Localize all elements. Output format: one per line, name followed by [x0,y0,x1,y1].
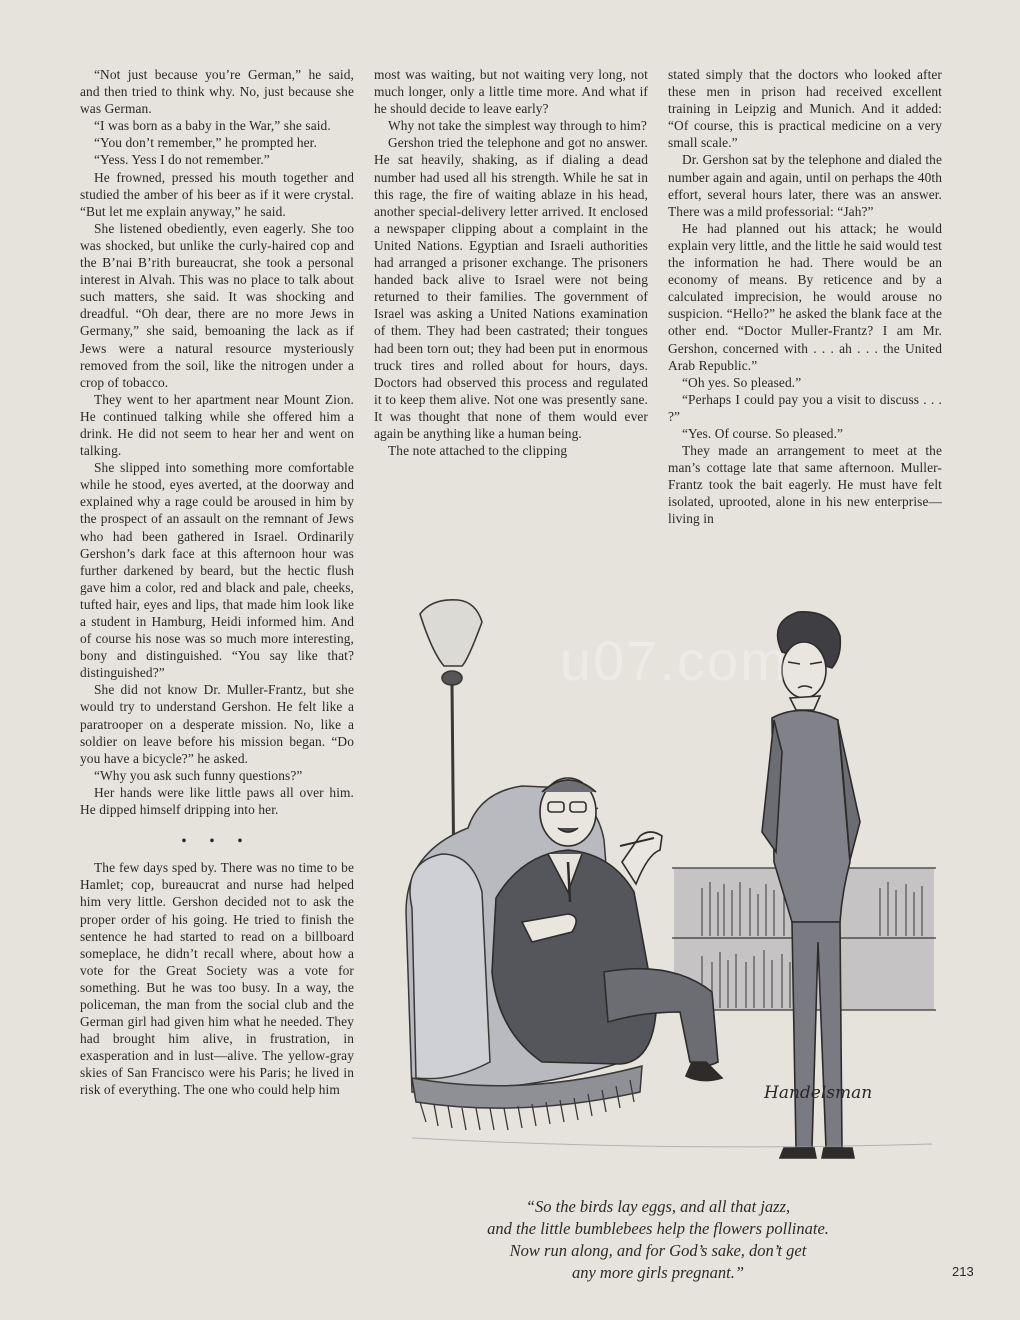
page-number: 213 [952,1264,974,1279]
paragraph: Her hands were like little paws all over him. He dipped himself dripping into her. [80,784,354,818]
paragraph: The few days sped by. There was no time to be Hamlet; cop, bureaucrat and nurse had helped him very little. Gershon decided not to ask the proper order of his going. He tried to finish the sentence he had started to read on a billboard someplace, he didn’t recall where, about how a vote for the Great Society was a vote for something. But he was too busy. In a way, the policeman, the man from the social club and the German girl had given him what he needed. They had brought him alive, in frustration, in exasperation and in lust—alive. The yellow-gray skies of San Francisco were his Paris; he lived in risk of everything. The one who could help him [80,860,354,1098]
paragraph: “Yes. Of course. So pleased.” [682,425,844,441]
paragraph: stated simply that the doctors who looked after these men in prison had received excellent training in Leipzig and Munich. And it added: “Of course, this is practical medicine on a very small scale.” [668,67,942,151]
paragraph: “I was born as a baby in the War,” she said. [94,118,331,134]
section-separator: • • • [181,833,253,849]
paragraph: “Oh yes. So pleased.” [682,374,802,390]
caption-line: “So the birds lay eggs, and all that jazz, [525,1197,791,1216]
text-column-3 [668,66,942,528]
paragraph: She slipped into something more comfortable while he stood, eyes averted, at the doorway and explained why a rage could be aroused in him by the prospect of an assault on the remnant of Jews who had been gathered in Israel. Ordinarily Gershon’s dark face at this afternoon hour was further darkened by beard, but the hectic flush gave him a color, red and black and pale, cheeks, tufted hair, eyes and lips, that made him look like a student in Hamburg, Heidi informed him. And of course his nose was so much more interesting, bony and distinguished. “You say like that? distinguished?” [80,460,354,681]
paragraph: “Why you ask such funny questions?” [94,767,303,783]
paragraph: She listened obediently, even eagerly. She too was shocked, but unlike the curly-haired cop and the B’nai B’rith bureaucrat, she took a personal interest in Alvah. This was no place to talk about such matters, she said. It was shocking and dreadful. “Oh dear, there are no more Jews in Germany,” she said, bemoaning the lack as if Jews were a natural resource mysteriously removed from the soil, like the nitrogen under a crop of tobacco. [80,220,354,390]
floor-line [412,1138,932,1147]
paragraph: He frowned, pressed his mouth together and studied the amber of his beer as if it were crystal. “But let me explain anyway,” he said. [80,169,354,219]
paragraph: Gershon tried the telephone and got no answer. He sat heavily, shaking, as if dialing a dead number had used all his strength. While he sat in this rage, the fire of waiting ablaze in his head, another special-delivery letter arrived. It enclosed a newspaper clipping about a complaint in the United Nations. Egyptian and Israeli authorities had arranged a prisoner exchange. The prisoners handed back alive to Israel were not being returned to their families. The government of Israel was asking a United Nations examination of them. They had been castrated; their tongues had been torn out; they had been put in enormous truck tires and rolled about for hours, days. Doctors had observed this process and regulated it to keep them alive. Not one was presently sane. It was thought that none of them would ever again be anything like a human being. [374,135,648,441]
caption-line: and the little bumblebees help the flowers pollinate. [487,1219,829,1238]
text-column-2 [374,66,648,459]
paragraph: He had planned out his attack; he would explain very little, and the little he said would test the information he had. There would be an economy of means. By reticence and by a calculated imprecision, he would arouse no suspicion. “Hello?” he asked the blank face at the other end. “Doctor Muller-Frantz? I am Mr. Gershon, concerned with . . . ah . . . the United Arab Republic.” [668,220,942,373]
paragraph: They went to her apartment near Mount Zion. He continued talking while she offered him a drink. He did not seem to hear her and went on talking. [80,391,354,459]
paragraph: “Yess. Yess I do not remember.” [94,152,270,168]
text-column-1 [80,66,354,1099]
paragraph: “Not just because you’re German,” he said, and then tried to think why. No, just because she was German. [80,67,354,117]
paragraph: The note attached to the clipping [388,443,568,459]
artist-signature: Handelsman [764,1083,873,1103]
watermark: u07.com [560,629,789,692]
caption-line: Now run along, and for God’s sake, don’t get [509,1241,807,1260]
paragraph: “Perhaps I could pay you a visit to discuss . . . ?” [668,391,942,424]
paragraph: “You don’t remember,” he prompted her. [94,135,317,151]
paragraph: They made an arrangement to meet at the man’s cottage late that same afternoon. Muller-Frantz took the bait eagerly. He must have felt isolated, uprooted, alone in his new enterprise—living in [668,443,942,527]
paragraph: Dr. Gershon sat by the telephone and dialed the number again and again, until on perhaps the 40th effort, several hours later, there was an answer. There was a mild professorial: “Jah?” [668,152,942,219]
caption-line: any more girls pregnant.” [571,1263,745,1282]
paragraph: Why not take the simplest way through to him? [388,118,647,134]
cartoon-caption [372,1196,944,1284]
paragraph: She did not know Dr. Muller-Frantz, but she would try to understand Gershon. He felt like a paratrooper on a desperate mission. No, like a soldier on leave before his mission began. “Do you have a bicycle?” he asked. [80,682,354,766]
paragraph: most was waiting, but not waiting very long, not much longer, only a little time more. And what if he should decide to leave early? [374,67,648,117]
